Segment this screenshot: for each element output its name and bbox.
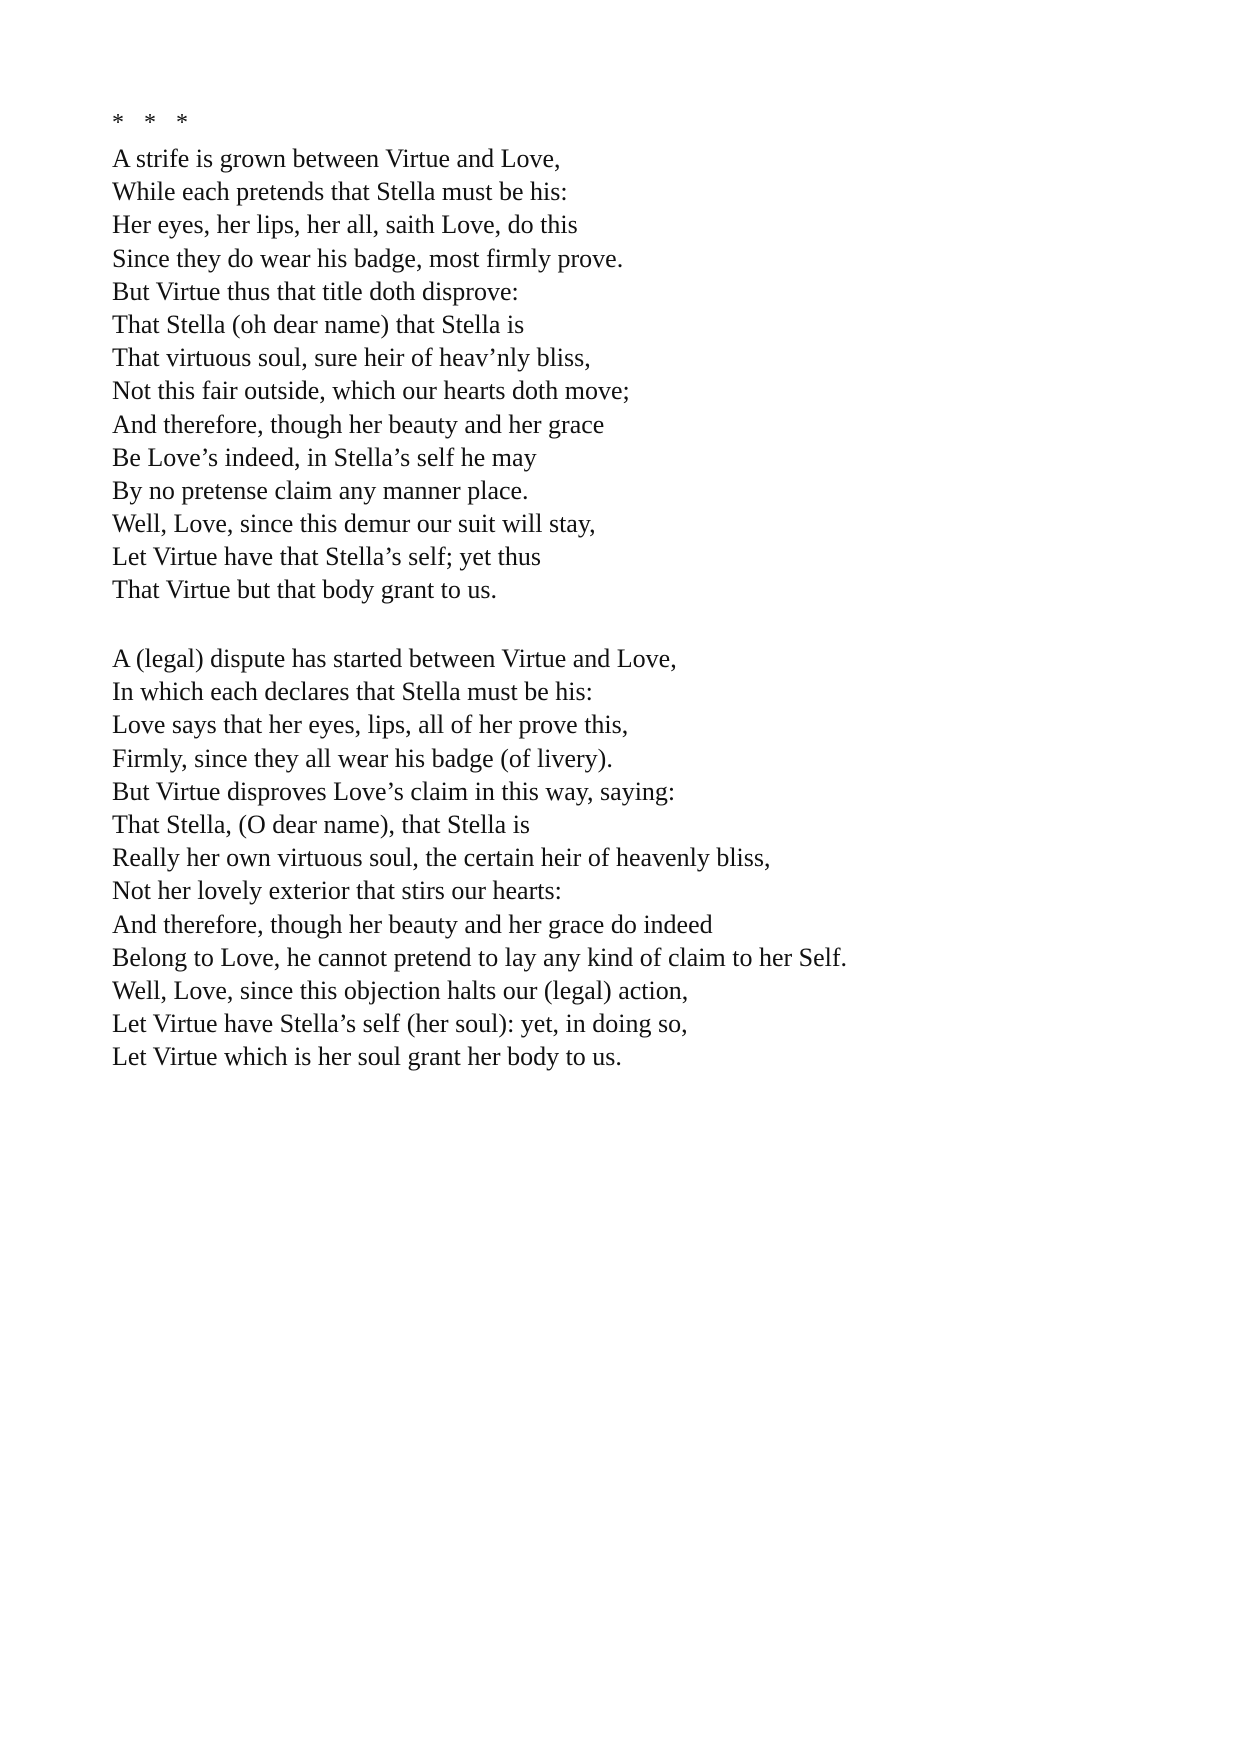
poem-line: But Virtue thus that title doth disprove: xyxy=(112,276,519,306)
poem-line: That virtuous soul, sure heir of heav’nly bliss, xyxy=(112,343,591,373)
paraphrase-line: That Stella, (O dear name), that Stella is xyxy=(112,809,531,839)
poem-line: That Virtue but that body grant to us. xyxy=(112,575,498,605)
poem-line: By no pretense claim any manner place. xyxy=(112,475,529,505)
paraphrase-line: Really her own virtuous soul, the certain heir of heavenly bliss, xyxy=(112,843,771,873)
paraphrase-line: In which each declares that Stella must be his: xyxy=(112,677,593,707)
paraphrase-line: Let Virtue which is her soul grant her body to us. xyxy=(112,1042,622,1072)
section-separator: * * * xyxy=(112,110,188,136)
poem-line: Her eyes, her lips, her all, saith Love, do this xyxy=(112,210,578,240)
paraphrase-line: Belong to Love, he cannot pretend to lay any kind of claim to her Self. xyxy=(112,942,848,972)
paraphrase-line: But Virtue disproves Love’s claim in this way, saying: xyxy=(112,776,676,806)
poem-line: A strife is grown between Virtue and Love, xyxy=(112,144,561,173)
poem-line: Be Love’s indeed, in Stella’s self he may xyxy=(112,442,537,472)
paraphrase-line: Love says that her eyes, lips, all of her prove this, xyxy=(112,710,629,740)
paraphrase-line: Firmly, since they all wear his badge (of livery). xyxy=(112,743,613,773)
paraphrase-line: Let Virtue have Stella’s self (her soul): yet, in doing so, xyxy=(112,1009,688,1039)
poem-line: While each pretends that Stella must be his: xyxy=(112,177,568,207)
poem-line: Let Virtue have that Stella’s self; yet thus xyxy=(112,542,542,572)
paraphrase-line: Not her lovely exterior that stirs our hearts: xyxy=(112,876,562,906)
paraphrase-line: A (legal) dispute has started between Virtue and Love, xyxy=(112,644,677,673)
poem-line: And therefore, though her beauty and her grace xyxy=(112,409,605,439)
paraphrase-line: Well, Love, since this objection halts our (legal) action, xyxy=(112,975,689,1005)
poem-line: Well, Love, since this demur our suit will stay, xyxy=(112,509,596,539)
paraphrase-line: And therefore, though her beauty and her grace do indeed xyxy=(112,909,713,939)
paraphrase xyxy=(112,642,847,1073)
poem-line: Not this fair outside, which our hearts doth move; xyxy=(112,376,630,406)
original-sonnet xyxy=(112,142,630,607)
poem-line: Since they do wear his badge, most firmly prove. xyxy=(112,243,624,273)
poem-line: That Stella (oh dear name) that Stella is xyxy=(112,309,525,339)
